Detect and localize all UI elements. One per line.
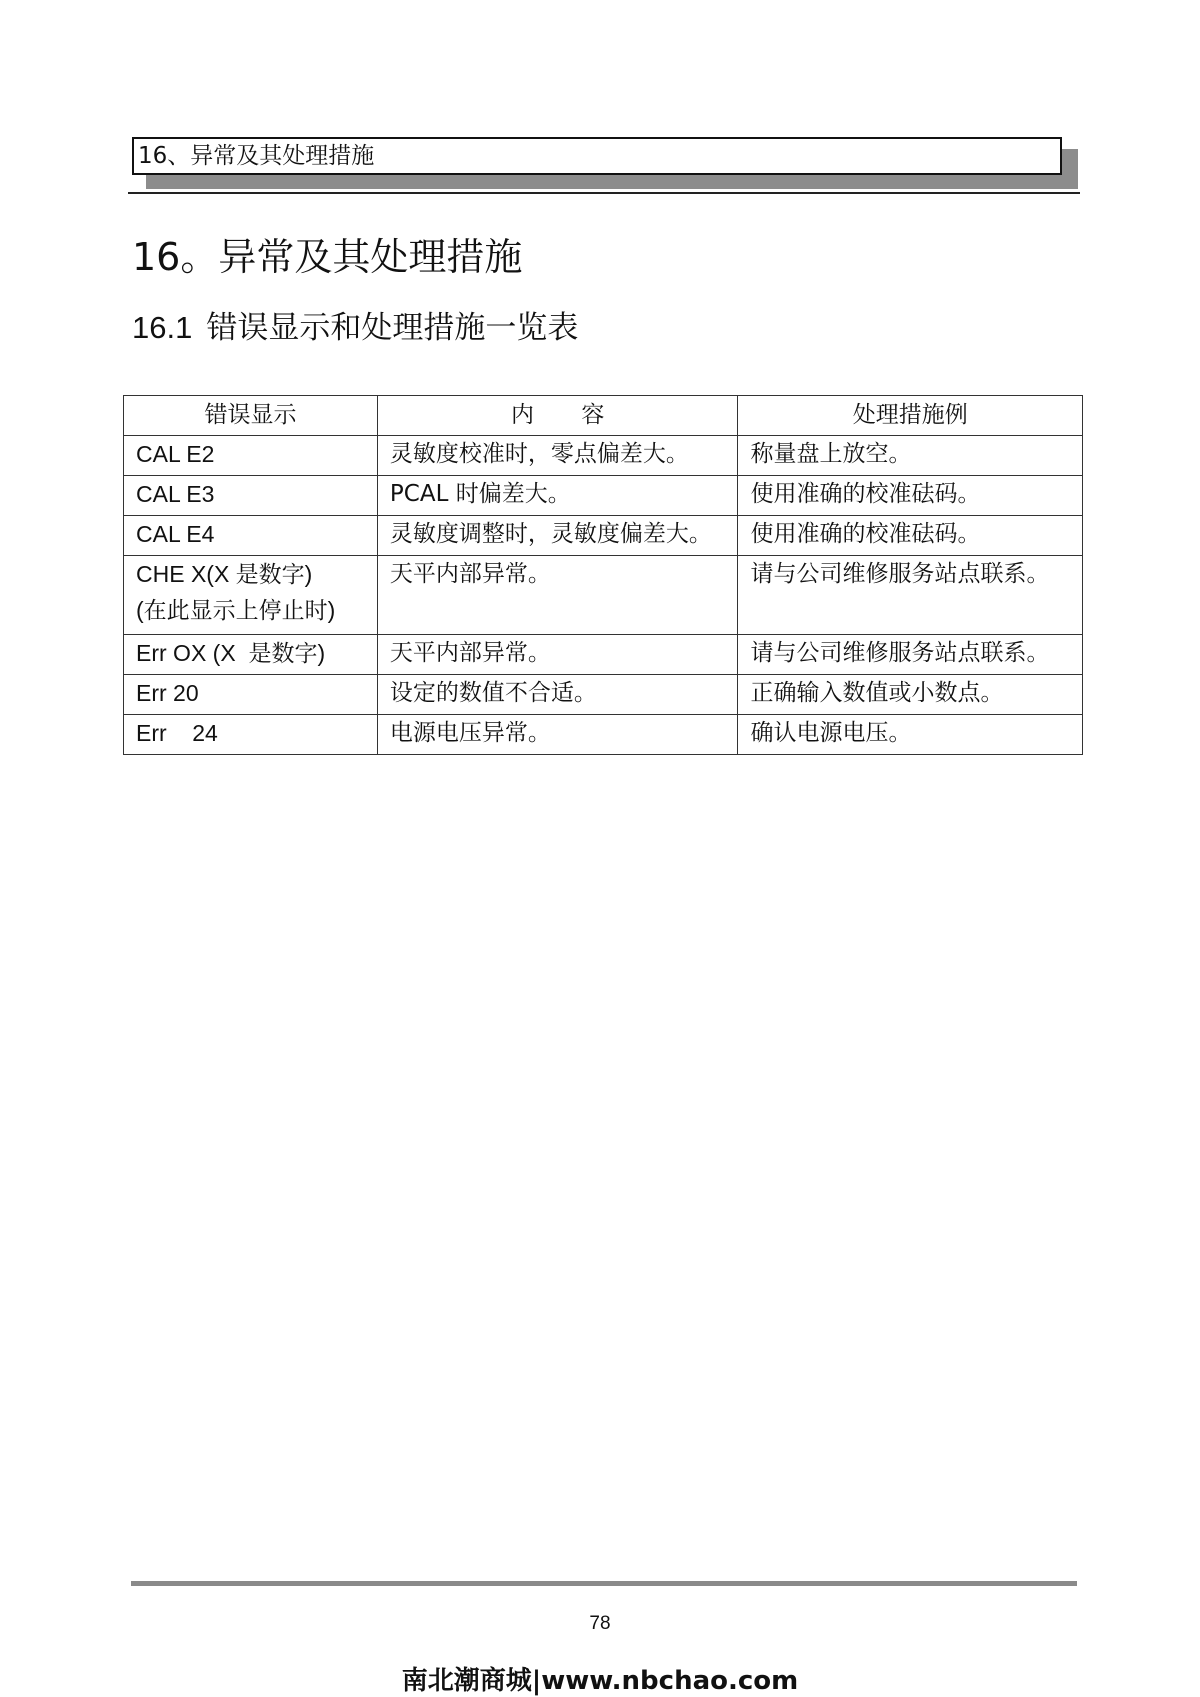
section-title: 16。异常及其处理措施 (132, 235, 523, 279)
error-code-cell (124, 715, 378, 755)
error-table (123, 395, 1083, 755)
table-row (124, 675, 1083, 715)
content-cell: 电源电压异常。 (377, 715, 738, 755)
error-code-cell (124, 675, 378, 715)
table-header-row (124, 396, 1083, 436)
table-row (124, 556, 1083, 635)
content-cell: 天平内部异常。 (377, 556, 738, 635)
table-row (124, 715, 1083, 755)
action-cell: 请与公司维修服务站点联系。 (738, 556, 1083, 635)
error-code: CAL E4 (136, 521, 215, 547)
action-cell: 确认电源电压。 (738, 715, 1083, 755)
col-header-action: 处理措施例 (738, 396, 1083, 436)
error-code-note: (在此显示上停止时) (136, 597, 336, 623)
action-cell: 请与公司维修服务站点联系。 (738, 635, 1083, 675)
error-code: Err 20 (136, 680, 199, 706)
page-number: 78 (589, 1613, 611, 1634)
site-watermark: 南北潮商城|www.nbchao.com (401, 1666, 799, 1696)
action-cell: 使用准确的校准砝码。 (738, 476, 1083, 516)
content-cell: 天平内部异常。 (377, 635, 738, 675)
running-header (132, 137, 1062, 175)
error-code-cell (124, 635, 378, 675)
action-cell: 正确输入数值或小数点。 (738, 675, 1083, 715)
table-row (124, 516, 1083, 556)
action-cell: 使用准确的校准砝码。 (738, 516, 1083, 556)
header-rule (128, 192, 1080, 194)
error-code-cell (124, 436, 378, 476)
table-row (124, 635, 1083, 675)
col-header-error-display: 错误显示 (124, 396, 378, 436)
error-code: CAL E2 (136, 441, 215, 467)
error-code-cell (124, 476, 378, 516)
content-cell: 灵敏度调整时，灵敏度偏差大。 (377, 516, 738, 556)
running-header-title: 16、异常及其处理措施 (138, 143, 375, 169)
action-cell: 称量盘上放空。 (738, 436, 1083, 476)
content-cell: PCAL 时偏差大。 (377, 476, 738, 516)
error-code: Err 24 (136, 720, 218, 746)
content-cell: 灵敏度校准时，零点偏差大。 (377, 436, 738, 476)
col-header-content: 内 容 (377, 396, 738, 436)
subsection-heading (132, 306, 578, 350)
error-code-cell (124, 556, 378, 635)
subsection-number: 16.1 (132, 310, 193, 345)
error-code-cell (124, 516, 378, 556)
error-code: Err OX (X 是数字) (136, 640, 326, 666)
footer-rule (131, 1581, 1077, 1586)
subsection-title: 错误显示和处理措施一览表 (206, 310, 579, 346)
table-row (124, 476, 1083, 516)
table-row (124, 436, 1083, 476)
content-cell: 设定的数值不合适。 (377, 675, 738, 715)
error-code: CAL E3 (136, 481, 215, 507)
error-code: CHE X(X 是数字) (136, 561, 313, 587)
